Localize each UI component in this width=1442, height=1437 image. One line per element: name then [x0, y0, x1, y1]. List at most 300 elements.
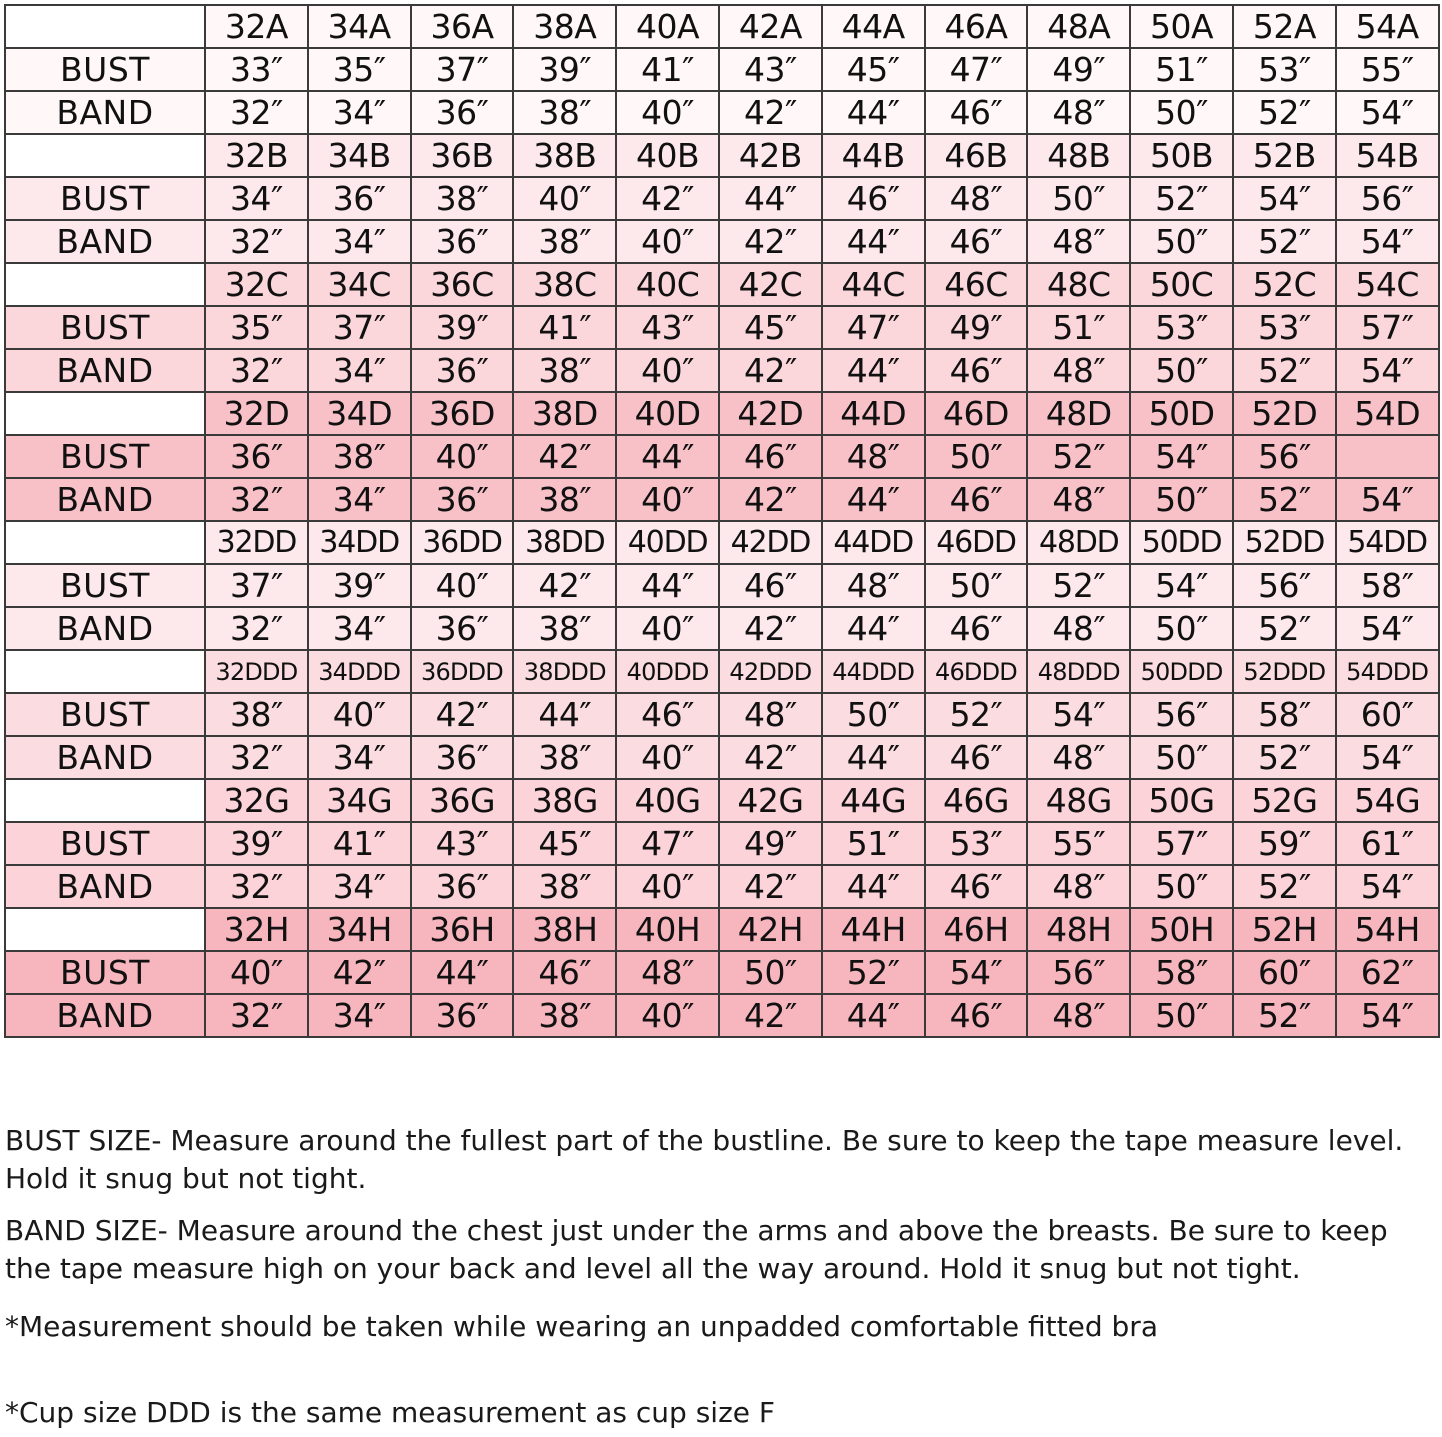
size-label: 32A — [205, 5, 308, 48]
size-label: 40DD — [616, 521, 719, 564]
band-value: 46″ — [925, 607, 1028, 650]
size-label: 36H — [411, 908, 514, 951]
band-value: 54″ — [1336, 91, 1439, 134]
bust-value: 55″ — [1027, 822, 1130, 865]
band-value: 34″ — [308, 736, 411, 779]
size-label: 36A — [411, 5, 514, 48]
bust-value: 53″ — [1233, 48, 1336, 91]
size-label: 42H — [719, 908, 822, 951]
bust-value: 43″ — [719, 48, 822, 91]
band-value: 44″ — [822, 994, 925, 1037]
size-label: 32C — [205, 263, 308, 306]
size-label: 54G — [1336, 779, 1439, 822]
bust-value: 58″ — [1336, 564, 1439, 607]
size-label: 34D — [308, 392, 411, 435]
band-value: 48″ — [1027, 865, 1130, 908]
blank-cell — [5, 5, 205, 48]
bust-value: 57″ — [1336, 306, 1439, 349]
bust-value: 44″ — [616, 564, 719, 607]
band-value: 44″ — [822, 349, 925, 392]
band-value: 52″ — [1233, 865, 1336, 908]
bust-row-label: BUST — [5, 693, 205, 736]
band-value: 36″ — [411, 91, 514, 134]
blank-cell — [5, 521, 205, 564]
size-label: 54H — [1336, 908, 1439, 951]
band-value: 40″ — [616, 349, 719, 392]
size-label: 42C — [719, 263, 822, 306]
band-value: 50″ — [1130, 607, 1233, 650]
band-value: 38″ — [513, 865, 616, 908]
size-label: 42DDD — [719, 650, 822, 693]
band-value: 54″ — [1336, 607, 1439, 650]
band-value: 38″ — [513, 220, 616, 263]
band-value: 42″ — [719, 994, 822, 1037]
bust-row-label: BUST — [5, 951, 205, 994]
size-label: 38B — [513, 134, 616, 177]
size-label: 34DDD — [308, 650, 411, 693]
band-value: 40″ — [616, 478, 719, 521]
band-value: 42″ — [719, 736, 822, 779]
size-label: 46C — [925, 263, 1028, 306]
bust-value: 45″ — [719, 306, 822, 349]
size-label: 48D — [1027, 392, 1130, 435]
size-label: 36DD — [411, 521, 514, 564]
size-label: 32DD — [205, 521, 308, 564]
band-value: 54″ — [1336, 478, 1439, 521]
band-row-label: BAND — [5, 349, 205, 392]
bust-value: 50″ — [719, 951, 822, 994]
band-value: 52″ — [1233, 736, 1336, 779]
bust-value: 54″ — [1027, 693, 1130, 736]
size-label: 34G — [308, 779, 411, 822]
size-label: 34C — [308, 263, 411, 306]
size-label: 34A — [308, 5, 411, 48]
band-value: 46″ — [925, 478, 1028, 521]
band-value: 38″ — [513, 91, 616, 134]
band-value: 34″ — [308, 994, 411, 1037]
cup-g-band-row — [5, 865, 1439, 908]
band-value: 38″ — [513, 736, 616, 779]
band-value: 46″ — [925, 220, 1028, 263]
bust-value: 45″ — [513, 822, 616, 865]
size-label: 46D — [925, 392, 1028, 435]
bust-row-label: BUST — [5, 822, 205, 865]
band-value: 52″ — [1233, 220, 1336, 263]
band-value: 54″ — [1336, 736, 1439, 779]
bust-value: 43″ — [616, 306, 719, 349]
size-label: 38C — [513, 263, 616, 306]
bust-value: 37″ — [411, 48, 514, 91]
blank-cell — [5, 263, 205, 306]
bust-value: 49″ — [719, 822, 822, 865]
size-label: 52DDD — [1233, 650, 1336, 693]
band-value: 52″ — [1233, 349, 1336, 392]
size-label: 32DDD — [205, 650, 308, 693]
bust-value: 61″ — [1336, 822, 1439, 865]
size-label: 50B — [1130, 134, 1233, 177]
size-label: 44DDD — [822, 650, 925, 693]
band-value: 40″ — [616, 220, 719, 263]
bust-value: 39″ — [308, 564, 411, 607]
size-label: 40H — [616, 908, 719, 951]
size-chart — [4, 4, 1438, 1038]
band-value: 42″ — [719, 220, 822, 263]
cup-dd-band-row — [5, 607, 1439, 650]
bust-value: 46″ — [822, 177, 925, 220]
size-label: 38A — [513, 5, 616, 48]
band-value: 44″ — [822, 478, 925, 521]
cup-ddd-size-row — [5, 650, 1439, 693]
bust-value: 60″ — [1336, 693, 1439, 736]
bust-row-label: BUST — [5, 306, 205, 349]
size-label: 40G — [616, 779, 719, 822]
size-label: 38DD — [513, 521, 616, 564]
bust-value: 54″ — [1233, 177, 1336, 220]
band-value: 50″ — [1130, 478, 1233, 521]
bust-value: 54″ — [1130, 435, 1233, 478]
size-label: 46A — [925, 5, 1028, 48]
size-label: 38G — [513, 779, 616, 822]
size-label: 52H — [1233, 908, 1336, 951]
size-label: 44DD — [822, 521, 925, 564]
size-label: 46G — [925, 779, 1028, 822]
bust-value: 53″ — [1130, 306, 1233, 349]
band-value: 34″ — [308, 220, 411, 263]
bust-value: 48″ — [822, 435, 925, 478]
band-value: 46″ — [925, 865, 1028, 908]
cup-g-bust-row — [5, 822, 1439, 865]
band-value: 42″ — [719, 607, 822, 650]
band-value: 32″ — [205, 220, 308, 263]
band-value: 52″ — [1233, 607, 1336, 650]
bust-value: 39″ — [411, 306, 514, 349]
size-label: 44H — [822, 908, 925, 951]
band-value: 48″ — [1027, 607, 1130, 650]
cup-h-bust-row — [5, 951, 1439, 994]
size-label: 42B — [719, 134, 822, 177]
bust-value: 35″ — [205, 306, 308, 349]
bust-value: 41″ — [616, 48, 719, 91]
size-label: 46DDD — [925, 650, 1028, 693]
size-label: 36D — [411, 392, 514, 435]
band-value: 40″ — [616, 736, 719, 779]
bust-value: 44″ — [513, 693, 616, 736]
band-value: 32″ — [205, 349, 308, 392]
size-label: 34B — [308, 134, 411, 177]
band-value: 54″ — [1336, 865, 1439, 908]
size-label: 36DDD — [411, 650, 514, 693]
size-label: 50C — [1130, 263, 1233, 306]
band-value: 36″ — [411, 220, 514, 263]
bust-value: 39″ — [513, 48, 616, 91]
bust-value: 50″ — [1027, 177, 1130, 220]
band-value: 44″ — [822, 736, 925, 779]
size-label: 44D — [822, 392, 925, 435]
band-row-label: BAND — [5, 865, 205, 908]
size-label: 54B — [1336, 134, 1439, 177]
band-value: 44″ — [822, 220, 925, 263]
bust-row-label: BUST — [5, 177, 205, 220]
band-value: 50″ — [1130, 349, 1233, 392]
band-value: 50″ — [1130, 91, 1233, 134]
band-value: 44″ — [822, 91, 925, 134]
size-label: 48H — [1027, 908, 1130, 951]
band-row-label: BAND — [5, 478, 205, 521]
size-label: 40DDD — [616, 650, 719, 693]
band-value: 50″ — [1130, 994, 1233, 1037]
band-value: 52″ — [1233, 91, 1336, 134]
band-value: 36″ — [411, 865, 514, 908]
size-label: 42G — [719, 779, 822, 822]
size-label: 44G — [822, 779, 925, 822]
cup-b-band-row — [5, 220, 1439, 263]
band-value: 42″ — [719, 91, 822, 134]
bust-value: 52″ — [1130, 177, 1233, 220]
bust-value: 50″ — [925, 435, 1028, 478]
band-value: 32″ — [205, 478, 308, 521]
size-label: 54DDD — [1336, 650, 1439, 693]
size-label: 46B — [925, 134, 1028, 177]
band-value: 50″ — [1130, 736, 1233, 779]
cup-c-band-row — [5, 349, 1439, 392]
bust-value: 49″ — [925, 306, 1028, 349]
size-label: 38H — [513, 908, 616, 951]
size-label: 36G — [411, 779, 514, 822]
bust-value: 40″ — [411, 435, 514, 478]
bust-value: 38″ — [411, 177, 514, 220]
bust-value: 47″ — [822, 306, 925, 349]
bust-value: 47″ — [616, 822, 719, 865]
band-size-note — [5, 1212, 1439, 1288]
size-label: 48G — [1027, 779, 1130, 822]
band-value: 44″ — [822, 865, 925, 908]
band-value: 48″ — [1027, 736, 1130, 779]
size-label: 32D — [205, 392, 308, 435]
band-row-label: BAND — [5, 736, 205, 779]
size-label: 38DDD — [513, 650, 616, 693]
size-label: 48B — [1027, 134, 1130, 177]
bust-row-label: BUST — [5, 435, 205, 478]
band-value: 46″ — [925, 994, 1028, 1037]
band-value: 38″ — [513, 607, 616, 650]
size-table-body — [5, 5, 1439, 1037]
bust-size-text: Measure around the fullest part of the bustline. Be sure to keep the tape measure level. Hold it snug but not tight. — [5, 1124, 1404, 1195]
bust-value: 44″ — [719, 177, 822, 220]
band-value: 42″ — [719, 349, 822, 392]
size-label: 54DD — [1336, 521, 1439, 564]
blank-cell — [5, 779, 205, 822]
bust-value: 43″ — [411, 822, 514, 865]
size-label: 36C — [411, 263, 514, 306]
band-row-label: BAND — [5, 91, 205, 134]
bust-value: 38″ — [308, 435, 411, 478]
size-label: 50H — [1130, 908, 1233, 951]
bust-value: 34″ — [205, 177, 308, 220]
band-value: 48″ — [1027, 349, 1130, 392]
blank-cell — [5, 908, 205, 951]
band-size-title: BAND SIZE- — [5, 1214, 168, 1247]
cup-a-size-row — [5, 5, 1439, 48]
band-value: 54″ — [1336, 994, 1439, 1037]
cup-g-size-row — [5, 779, 1439, 822]
bust-value: 52″ — [925, 693, 1028, 736]
bust-value: 46″ — [616, 693, 719, 736]
cup-h-size-row — [5, 908, 1439, 951]
band-value: 36″ — [411, 994, 514, 1037]
bust-value: 53″ — [925, 822, 1028, 865]
blank-cell — [5, 392, 205, 435]
bust-value: 48″ — [822, 564, 925, 607]
band-value: 38″ — [513, 478, 616, 521]
bust-value: 57″ — [1130, 822, 1233, 865]
bust-value: 40″ — [513, 177, 616, 220]
bust-value: 42″ — [513, 564, 616, 607]
band-size-text: Measure around the chest just under the arms and above the breasts. Be sure to keep the tape measure high on your back and level all the way around. Hold it snug but not tight. — [5, 1214, 1388, 1285]
band-value: 50″ — [1130, 220, 1233, 263]
bust-value: 59″ — [1233, 822, 1336, 865]
bust-value: 37″ — [308, 306, 411, 349]
bust-value: 52″ — [1027, 564, 1130, 607]
band-value: 32″ — [205, 736, 308, 779]
size-label: 40C — [616, 263, 719, 306]
cup-c-bust-row — [5, 306, 1439, 349]
bust-value: 54″ — [1130, 564, 1233, 607]
size-table — [4, 4, 1440, 1038]
size-label: 54A — [1336, 5, 1439, 48]
size-label: 50G — [1130, 779, 1233, 822]
band-value: 36″ — [411, 736, 514, 779]
unpadded-bra-note: *Measurement should be taken while wearing an unpadded comfortable fitted bra — [5, 1310, 1158, 1343]
ddd-cup-note: *Cup size DDD is the same measurement as cup size F — [5, 1396, 776, 1429]
band-row-label: BAND — [5, 220, 205, 263]
bust-value: 60″ — [1233, 951, 1336, 994]
band-value: 48″ — [1027, 478, 1130, 521]
size-label: 36B — [411, 134, 514, 177]
band-value: 34″ — [308, 349, 411, 392]
size-label: 44A — [822, 5, 925, 48]
bust-value: 50″ — [822, 693, 925, 736]
bust-value: 55″ — [1336, 48, 1439, 91]
band-value: 46″ — [925, 736, 1028, 779]
size-label: 42D — [719, 392, 822, 435]
cup-ddd-bust-row — [5, 693, 1439, 736]
size-label: 42A — [719, 5, 822, 48]
band-value: 44″ — [822, 607, 925, 650]
band-value: 48″ — [1027, 220, 1130, 263]
cup-ddd-band-row — [5, 736, 1439, 779]
band-value: 38″ — [513, 994, 616, 1037]
bust-value — [1336, 435, 1439, 478]
cup-d-band-row — [5, 478, 1439, 521]
size-label: 52A — [1233, 5, 1336, 48]
cup-dd-bust-row — [5, 564, 1439, 607]
bust-value: 51″ — [1027, 306, 1130, 349]
bust-value: 51″ — [1130, 48, 1233, 91]
band-value: 42″ — [719, 478, 822, 521]
bust-size-title: BUST SIZE- — [5, 1124, 162, 1157]
band-value: 52″ — [1233, 478, 1336, 521]
size-label: 32B — [205, 134, 308, 177]
cup-b-bust-row — [5, 177, 1439, 220]
size-label: 48DD — [1027, 521, 1130, 564]
bust-value: 52″ — [822, 951, 925, 994]
bust-value: 56″ — [1027, 951, 1130, 994]
size-label: 42DD — [719, 521, 822, 564]
band-value: 54″ — [1336, 220, 1439, 263]
bust-value: 36″ — [308, 177, 411, 220]
size-label: 40A — [616, 5, 719, 48]
size-label: 32H — [205, 908, 308, 951]
bust-value: 58″ — [1130, 951, 1233, 994]
bust-value: 62″ — [1336, 951, 1439, 994]
bust-value: 38″ — [205, 693, 308, 736]
band-value: 34″ — [308, 865, 411, 908]
bust-value: 58″ — [1233, 693, 1336, 736]
size-label: 34DD — [308, 521, 411, 564]
size-label: 50A — [1130, 5, 1233, 48]
size-label: 46DD — [925, 521, 1028, 564]
bust-value: 47″ — [925, 48, 1028, 91]
bust-value: 40″ — [308, 693, 411, 736]
bust-value: 50″ — [925, 564, 1028, 607]
band-value: 40″ — [616, 607, 719, 650]
band-value: 46″ — [925, 91, 1028, 134]
bust-value: 48″ — [925, 177, 1028, 220]
bust-value: 53″ — [1233, 306, 1336, 349]
measurement-notes — [5, 1122, 1439, 1432]
bust-value: 41″ — [513, 306, 616, 349]
size-label: 54D — [1336, 392, 1439, 435]
bust-size-note — [5, 1122, 1439, 1198]
size-label: 48DDD — [1027, 650, 1130, 693]
cup-c-size-row — [5, 263, 1439, 306]
band-value: 46″ — [925, 349, 1028, 392]
bust-value: 45″ — [822, 48, 925, 91]
bust-value: 48″ — [719, 693, 822, 736]
bust-value: 33″ — [205, 48, 308, 91]
bust-value: 52″ — [1027, 435, 1130, 478]
size-label: 34H — [308, 908, 411, 951]
size-label: 38D — [513, 392, 616, 435]
band-value: 34″ — [308, 91, 411, 134]
bust-value: 56″ — [1130, 693, 1233, 736]
band-value: 48″ — [1027, 994, 1130, 1037]
band-value: 42″ — [719, 865, 822, 908]
size-label: 46H — [925, 908, 1028, 951]
bust-value: 36″ — [205, 435, 308, 478]
size-label: 50D — [1130, 392, 1233, 435]
bust-value: 56″ — [1233, 435, 1336, 478]
cup-b-size-row — [5, 134, 1439, 177]
blank-cell — [5, 650, 205, 693]
band-value: 34″ — [308, 478, 411, 521]
size-label: 50DDD — [1130, 650, 1233, 693]
size-label: 48C — [1027, 263, 1130, 306]
bust-value: 48″ — [616, 951, 719, 994]
bust-value: 42″ — [411, 693, 514, 736]
bust-row-label: BUST — [5, 48, 205, 91]
band-value: 38″ — [513, 349, 616, 392]
bust-value: 41″ — [308, 822, 411, 865]
band-value: 48″ — [1027, 91, 1130, 134]
bust-value: 56″ — [1233, 564, 1336, 607]
band-value: 54″ — [1336, 349, 1439, 392]
band-value: 32″ — [205, 994, 308, 1037]
band-value: 32″ — [205, 865, 308, 908]
bust-value: 46″ — [719, 564, 822, 607]
bust-value: 54″ — [925, 951, 1028, 994]
band-value: 40″ — [616, 994, 719, 1037]
